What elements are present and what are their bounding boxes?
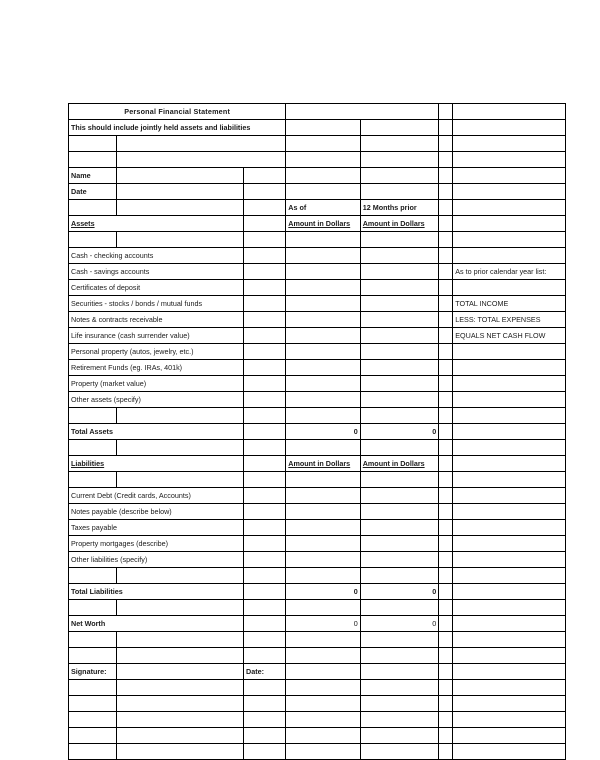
blank-row (69, 696, 566, 712)
date-label: Date (69, 184, 117, 200)
name-label: Name (69, 168, 117, 184)
liability-label: Property mortgages (describe) (69, 536, 244, 552)
empty-cell[interactable] (69, 440, 117, 456)
empty-cell[interactable] (244, 504, 286, 520)
total-liabilities-label: Total Liabilities (69, 584, 244, 600)
empty-cell[interactable] (360, 744, 438, 760)
empty-cell[interactable] (453, 600, 566, 616)
total-liabilities-row (69, 584, 566, 600)
asset-row (69, 360, 566, 376)
empty-cell[interactable] (286, 472, 360, 488)
empty-cell[interactable] (286, 440, 360, 456)
empty-cell[interactable] (117, 600, 244, 616)
liability-row (69, 504, 566, 520)
empty-cell[interactable] (453, 696, 566, 712)
asset-value-prior[interactable] (360, 344, 438, 360)
empty-cell[interactable] (244, 616, 286, 632)
asset-label: Retirement Funds (eg. IRAs, 401k) (69, 360, 244, 376)
empty-cell[interactable] (453, 456, 566, 472)
empty-cell[interactable] (439, 248, 453, 264)
empty-cell[interactable] (117, 712, 244, 728)
liability-value-prior[interactable] (360, 536, 438, 552)
empty-cell[interactable] (360, 648, 438, 664)
asset-label: Certificates of deposit (69, 280, 244, 296)
empty-cell[interactable] (244, 280, 286, 296)
empty-cell[interactable] (244, 552, 286, 568)
asset-row (69, 296, 566, 312)
empty-cell[interactable] (244, 600, 286, 616)
blank-row (69, 232, 566, 248)
empty-cell[interactable] (360, 120, 438, 136)
twelve-months-prior-header: 12 Months prior (360, 200, 438, 216)
empty-cell[interactable] (360, 184, 438, 200)
liability-label: Other liabilities (specify) (69, 552, 244, 568)
empty-cell[interactable] (244, 536, 286, 552)
page-title: Personal Financial Statement (69, 104, 286, 120)
empty-cell[interactable] (360, 696, 438, 712)
asset-value-as-of[interactable] (286, 392, 360, 408)
liability-value-prior[interactable] (360, 504, 438, 520)
total-assets-as-of: 0 (286, 424, 360, 440)
empty-cell[interactable] (453, 536, 566, 552)
title-row (69, 104, 566, 120)
subtitle-row (69, 120, 566, 136)
empty-cell[interactable] (244, 584, 286, 600)
empty-cell[interactable] (117, 632, 244, 648)
empty-cell[interactable] (360, 600, 438, 616)
asset-value-as-of[interactable] (286, 248, 360, 264)
empty-cell[interactable] (360, 632, 438, 648)
empty-cell[interactable] (244, 232, 286, 248)
assets-header-row (69, 216, 566, 232)
empty-cell[interactable] (439, 280, 453, 296)
empty-cell[interactable] (360, 680, 438, 696)
empty-cell[interactable] (244, 744, 286, 760)
empty-cell[interactable] (453, 216, 566, 232)
empty-cell[interactable] (439, 136, 453, 152)
empty-cell[interactable] (453, 104, 566, 120)
empty-cell[interactable] (117, 648, 244, 664)
empty-cell[interactable] (453, 248, 566, 264)
liabilities-amount-header-2: Amount in Dollars (360, 456, 438, 472)
empty-cell[interactable] (69, 696, 117, 712)
empty-cell[interactable] (453, 584, 566, 600)
empty-cell[interactable] (286, 600, 360, 616)
asset-value-as-of[interactable] (286, 264, 360, 280)
empty-cell[interactable] (286, 680, 360, 696)
empty-cell[interactable] (244, 472, 286, 488)
empty-cell[interactable] (439, 184, 453, 200)
asset-row (69, 264, 566, 280)
empty-cell[interactable] (360, 136, 438, 152)
asset-value-as-of[interactable] (286, 296, 360, 312)
empty-cell[interactable] (244, 520, 286, 536)
empty-cell[interactable] (117, 680, 244, 696)
empty-cell[interactable] (453, 648, 566, 664)
asset-value-prior[interactable] (360, 264, 438, 280)
blank-row (69, 600, 566, 616)
liability-value-as-of[interactable] (286, 488, 360, 504)
empty-cell[interactable] (439, 488, 453, 504)
empty-cell[interactable] (439, 456, 453, 472)
empty-cell[interactable] (244, 456, 286, 472)
empty-cell[interactable] (244, 296, 286, 312)
empty-cell[interactable] (244, 648, 286, 664)
empty-cell[interactable] (439, 664, 453, 680)
empty-cell[interactable] (439, 616, 453, 632)
empty-cell[interactable] (453, 184, 566, 200)
liability-value-prior[interactable] (360, 488, 438, 504)
assets-amount-header-1: Amount in Dollars (286, 216, 360, 232)
empty-cell[interactable] (453, 376, 566, 392)
spreadsheet-grid (68, 103, 566, 760)
liability-row (69, 536, 566, 552)
empty-cell[interactable] (286, 120, 360, 136)
asset-row (69, 376, 566, 392)
empty-cell[interactable] (244, 200, 286, 216)
empty-cell[interactable] (244, 568, 286, 584)
empty-cell[interactable] (453, 120, 566, 136)
empty-cell[interactable] (69, 600, 117, 616)
asset-row (69, 248, 566, 264)
empty-cell[interactable] (117, 408, 244, 424)
empty-cell[interactable] (244, 216, 286, 232)
blank-row (69, 712, 566, 728)
net-worth-row (69, 616, 566, 632)
empty-cell[interactable] (453, 488, 566, 504)
date-row (69, 184, 566, 200)
blank-row (69, 568, 566, 584)
empty-cell[interactable] (453, 280, 566, 296)
empty-cell[interactable] (244, 360, 286, 376)
blank-row (69, 440, 566, 456)
liability-value-as-of[interactable] (286, 536, 360, 552)
empty-cell[interactable] (244, 264, 286, 280)
date-input[interactable] (117, 184, 244, 200)
empty-cell[interactable] (439, 120, 453, 136)
empty-cell[interactable] (69, 680, 117, 696)
empty-cell[interactable] (439, 648, 453, 664)
as-of-header: As of (286, 200, 360, 216)
asset-row (69, 280, 566, 296)
empty-cell[interactable] (439, 200, 453, 216)
empty-cell[interactable] (439, 328, 453, 344)
name-row (69, 168, 566, 184)
blank-row (69, 632, 566, 648)
empty-cell[interactable] (453, 200, 566, 216)
empty-cell[interactable] (453, 520, 566, 536)
empty-cell[interactable] (244, 168, 286, 184)
total-assets-row (69, 424, 566, 440)
empty-cell[interactable] (439, 376, 453, 392)
empty-cell[interactable] (439, 568, 453, 584)
asset-value-prior[interactable] (360, 360, 438, 376)
empty-cell[interactable] (286, 568, 360, 584)
asset-value-prior[interactable] (360, 248, 438, 264)
period-header-row (69, 200, 566, 216)
asset-value-prior[interactable] (360, 328, 438, 344)
liability-row (69, 520, 566, 536)
assets-section-label: Assets (69, 216, 244, 232)
liabilities-amount-header-1: Amount in Dollars (286, 456, 360, 472)
empty-cell[interactable] (69, 472, 117, 488)
total-liabilities-as-of: 0 (286, 584, 360, 600)
empty-cell[interactable] (286, 744, 360, 760)
empty-cell[interactable] (439, 344, 453, 360)
empty-cell[interactable] (439, 536, 453, 552)
empty-cell[interactable] (360, 440, 438, 456)
liabilities-section-label: Liabilities (69, 456, 244, 472)
empty-cell[interactable] (69, 648, 117, 664)
asset-label: Securities - stocks / bonds / mutual funds (69, 296, 244, 312)
liability-label: Current Debt (Credit cards, Accounts) (69, 488, 244, 504)
total-assets-prior: 0 (360, 424, 438, 440)
empty-cell[interactable] (117, 472, 244, 488)
empty-cell[interactable] (117, 152, 286, 168)
empty-cell[interactable] (360, 408, 438, 424)
net-worth-label: Net Worth (69, 616, 244, 632)
empty-cell[interactable] (244, 248, 286, 264)
asset-value-as-of[interactable] (286, 312, 360, 328)
empty-cell[interactable] (453, 680, 566, 696)
empty-cell[interactable] (439, 408, 453, 424)
cash-flow-net-cash-flow: EQUALS NET CASH FLOW (453, 328, 566, 344)
empty-cell[interactable] (286, 696, 360, 712)
empty-cell[interactable] (439, 584, 453, 600)
name-input[interactable] (117, 168, 244, 184)
asset-value-prior[interactable] (360, 392, 438, 408)
asset-label: Cash - checking accounts (69, 248, 244, 264)
assets-amount-header-2: Amount in Dollars (360, 216, 438, 232)
signature-date-input[interactable] (286, 664, 360, 680)
empty-cell[interactable] (69, 200, 117, 216)
empty-cell[interactable] (286, 136, 360, 152)
empty-cell[interactable] (439, 152, 453, 168)
total-assets-label: Total Assets (69, 424, 244, 440)
empty-cell[interactable] (244, 344, 286, 360)
empty-cell[interactable] (439, 744, 453, 760)
empty-cell[interactable] (244, 680, 286, 696)
empty-cell[interactable] (244, 376, 286, 392)
empty-cell[interactable] (439, 696, 453, 712)
empty-cell[interactable] (453, 360, 566, 376)
empty-cell[interactable] (360, 712, 438, 728)
empty-cell[interactable] (439, 520, 453, 536)
empty-cell[interactable] (244, 712, 286, 728)
empty-cell[interactable] (286, 152, 360, 168)
empty-cell[interactable] (117, 568, 244, 584)
empty-cell[interactable] (286, 184, 360, 200)
asset-label: Notes & contracts receivable (69, 312, 244, 328)
asset-value-prior[interactable] (360, 376, 438, 392)
empty-cell[interactable] (117, 136, 286, 152)
empty-cell[interactable] (244, 392, 286, 408)
asset-label: Cash - savings accounts (69, 264, 244, 280)
asset-value-prior[interactable] (360, 312, 438, 328)
empty-cell[interactable] (286, 648, 360, 664)
blank-row (69, 472, 566, 488)
cash-flow-total-income: TOTAL INCOME (453, 296, 566, 312)
cash-flow-intro: As to prior calendar year list: (453, 264, 566, 280)
signature-label: Signature: (69, 664, 117, 680)
empty-cell[interactable] (439, 296, 453, 312)
empty-cell[interactable] (244, 184, 286, 200)
empty-cell[interactable] (453, 392, 566, 408)
asset-value-prior[interactable] (360, 280, 438, 296)
empty-cell[interactable] (286, 232, 360, 248)
asset-row (69, 328, 566, 344)
empty-cell[interactable] (244, 424, 286, 440)
empty-cell[interactable] (453, 408, 566, 424)
total-liabilities-prior: 0 (360, 584, 438, 600)
empty-cell[interactable] (244, 408, 286, 424)
empty-cell[interactable] (69, 744, 117, 760)
blank-row (69, 136, 566, 152)
liability-row (69, 552, 566, 568)
empty-cell[interactable] (439, 312, 453, 328)
financial-statement-sheet (68, 103, 566, 760)
asset-value-prior[interactable] (360, 296, 438, 312)
liability-label: Notes payable (describe below) (69, 504, 244, 520)
empty-cell[interactable] (117, 200, 244, 216)
liability-value-as-of[interactable] (286, 520, 360, 536)
empty-cell[interactable] (439, 104, 453, 120)
empty-cell[interactable] (69, 152, 117, 168)
asset-label: Property (market value) (69, 376, 244, 392)
empty-cell[interactable] (244, 632, 286, 648)
empty-cell[interactable] (453, 232, 566, 248)
empty-cell[interactable] (69, 136, 117, 152)
empty-cell[interactable] (244, 440, 286, 456)
empty-cell[interactable] (453, 152, 566, 168)
asset-value-as-of[interactable] (286, 328, 360, 344)
liabilities-header-row (69, 456, 566, 472)
asset-value-as-of[interactable] (286, 360, 360, 376)
blank-row (69, 744, 566, 760)
empty-cell[interactable] (69, 568, 117, 584)
blank-row (69, 648, 566, 664)
empty-cell[interactable] (360, 152, 438, 168)
liability-row (69, 488, 566, 504)
asset-row (69, 312, 566, 328)
empty-cell[interactable] (439, 472, 453, 488)
empty-cell[interactable] (439, 504, 453, 520)
empty-cell[interactable] (453, 568, 566, 584)
signature-input[interactable] (117, 664, 244, 680)
empty-cell[interactable] (439, 392, 453, 408)
empty-cell[interactable] (69, 712, 117, 728)
asset-label: Other assets (specify) (69, 392, 244, 408)
empty-cell[interactable] (286, 168, 360, 184)
asset-row (69, 344, 566, 360)
empty-cell[interactable] (244, 696, 286, 712)
empty-cell[interactable] (439, 680, 453, 696)
signature-date-label: Date: (244, 664, 286, 680)
empty-cell[interactable] (453, 472, 566, 488)
blank-row (69, 680, 566, 696)
empty-cell[interactable] (453, 440, 566, 456)
liability-value-prior[interactable] (360, 520, 438, 536)
empty-cell[interactable] (453, 712, 566, 728)
empty-cell[interactable] (69, 632, 117, 648)
empty-cell[interactable] (360, 168, 438, 184)
blank-row (69, 152, 566, 168)
net-worth-prior: 0 (360, 616, 438, 632)
empty-cell[interactable] (439, 360, 453, 376)
empty-cell[interactable] (439, 440, 453, 456)
empty-cell[interactable] (439, 168, 453, 184)
empty-cell[interactable] (117, 232, 244, 248)
empty-cell[interactable] (453, 664, 566, 680)
asset-value-as-of[interactable] (286, 280, 360, 296)
empty-cell[interactable] (453, 136, 566, 152)
empty-cell[interactable] (439, 712, 453, 728)
liability-value-as-of[interactable] (286, 552, 360, 568)
blank-row (69, 408, 566, 424)
empty-cell[interactable] (439, 264, 453, 280)
empty-cell[interactable] (286, 104, 439, 120)
subtitle-text: This should include jointly held assets and liabilities (69, 120, 286, 136)
empty-cell[interactable] (360, 232, 438, 248)
empty-cell[interactable] (453, 424, 566, 440)
empty-cell[interactable] (69, 408, 117, 424)
asset-label: Personal property (autos, jewelry, etc.) (69, 344, 244, 360)
empty-cell[interactable] (117, 440, 244, 456)
empty-cell[interactable] (439, 600, 453, 616)
empty-cell[interactable] (453, 632, 566, 648)
empty-cell[interactable] (453, 168, 566, 184)
empty-cell[interactable] (453, 744, 566, 760)
empty-cell[interactable] (439, 424, 453, 440)
empty-cell[interactable] (360, 568, 438, 584)
empty-cell[interactable] (117, 744, 244, 760)
signature-row (69, 664, 566, 680)
empty-cell[interactable] (244, 488, 286, 504)
empty-cell[interactable] (286, 408, 360, 424)
asset-value-as-of[interactable] (286, 376, 360, 392)
empty-cell[interactable] (439, 632, 453, 648)
liability-label: Taxes payable (69, 520, 244, 536)
signature-date-input-overflow[interactable] (360, 664, 438, 680)
empty-cell[interactable] (453, 504, 566, 520)
empty-cell[interactable] (453, 616, 566, 632)
net-worth-as-of: 0 (286, 616, 360, 632)
empty-cell[interactable] (439, 216, 453, 232)
asset-label: Life insurance (cash surrender value) (69, 328, 244, 344)
empty-cell[interactable] (439, 552, 453, 568)
empty-cell[interactable] (453, 552, 566, 568)
liability-value-as-of[interactable] (286, 504, 360, 520)
empty-cell[interactable] (244, 312, 286, 328)
liability-value-prior[interactable] (360, 552, 438, 568)
asset-value-as-of[interactable] (286, 344, 360, 360)
cash-flow-total-expenses: LESS: TOTAL EXPENSES (453, 312, 566, 328)
empty-cell[interactable] (360, 472, 438, 488)
asset-row (69, 392, 566, 408)
empty-cell[interactable] (286, 712, 360, 728)
empty-cell[interactable] (439, 232, 453, 248)
empty-cell[interactable] (244, 328, 286, 344)
empty-cell[interactable] (453, 344, 566, 360)
empty-cell[interactable] (117, 696, 244, 712)
empty-cell[interactable] (286, 632, 360, 648)
empty-cell[interactable] (69, 232, 117, 248)
